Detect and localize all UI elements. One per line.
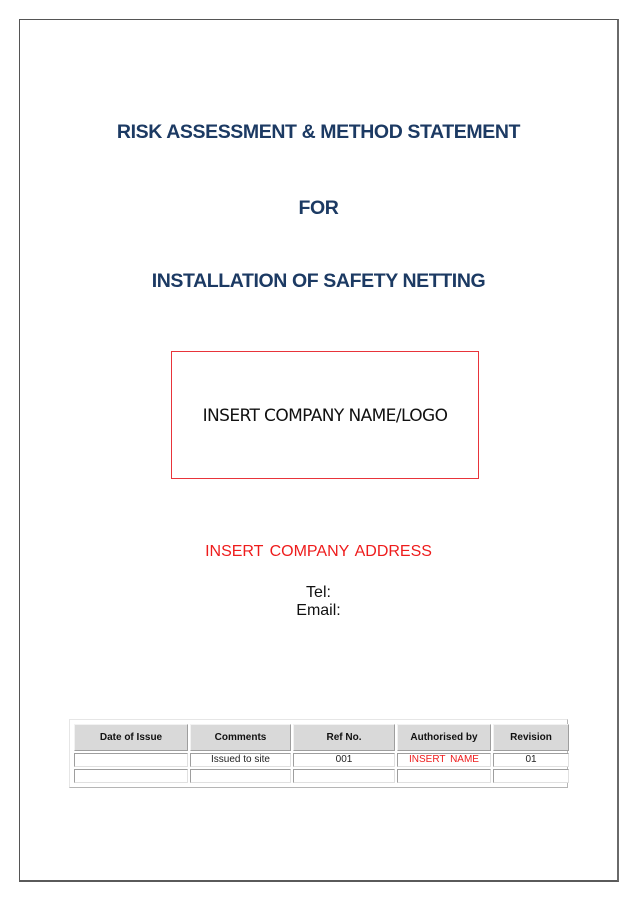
header-revision: Revision xyxy=(493,724,569,751)
cell-authorised-by xyxy=(397,769,491,783)
document-title-for: FOR xyxy=(298,197,339,219)
table-row xyxy=(74,753,569,767)
document-title: RISK ASSESSMENT & METHOD STATEMENT xyxy=(116,121,521,143)
header-date-of-issue: Date of Issue xyxy=(74,724,188,751)
document-subtitle: INSTALLATION OF SAFETY NETTING xyxy=(151,270,486,292)
cell-revision xyxy=(493,769,569,783)
cell-authorised-by: INSERT NAME xyxy=(397,753,491,767)
header-comments: Comments xyxy=(190,724,291,751)
cell-comments: Issued to site xyxy=(190,753,291,767)
revision-table-container xyxy=(69,719,568,788)
contact-email-label: Email: xyxy=(296,602,341,619)
cell-ref-no xyxy=(293,769,395,783)
company-logo-placeholder xyxy=(171,351,479,479)
table-row xyxy=(74,769,569,783)
table-header-row xyxy=(74,724,569,751)
company-address-placeholder: INSERT COMPANY ADDRESS xyxy=(205,543,432,560)
cell-comments xyxy=(190,769,291,783)
cell-date-of-issue xyxy=(74,769,188,783)
header-authorised-by: Authorised by xyxy=(397,724,491,751)
logo-placeholder-text: INSERT COMPANY NAME/LOGO xyxy=(202,406,448,426)
cell-revision: 01 xyxy=(493,753,569,767)
cell-ref-no: 001 xyxy=(293,753,395,767)
revision-table xyxy=(72,722,571,785)
header-ref-no: Ref No. xyxy=(293,724,395,751)
cell-date-of-issue xyxy=(74,753,188,767)
contact-tel-label: Tel: xyxy=(306,584,331,601)
